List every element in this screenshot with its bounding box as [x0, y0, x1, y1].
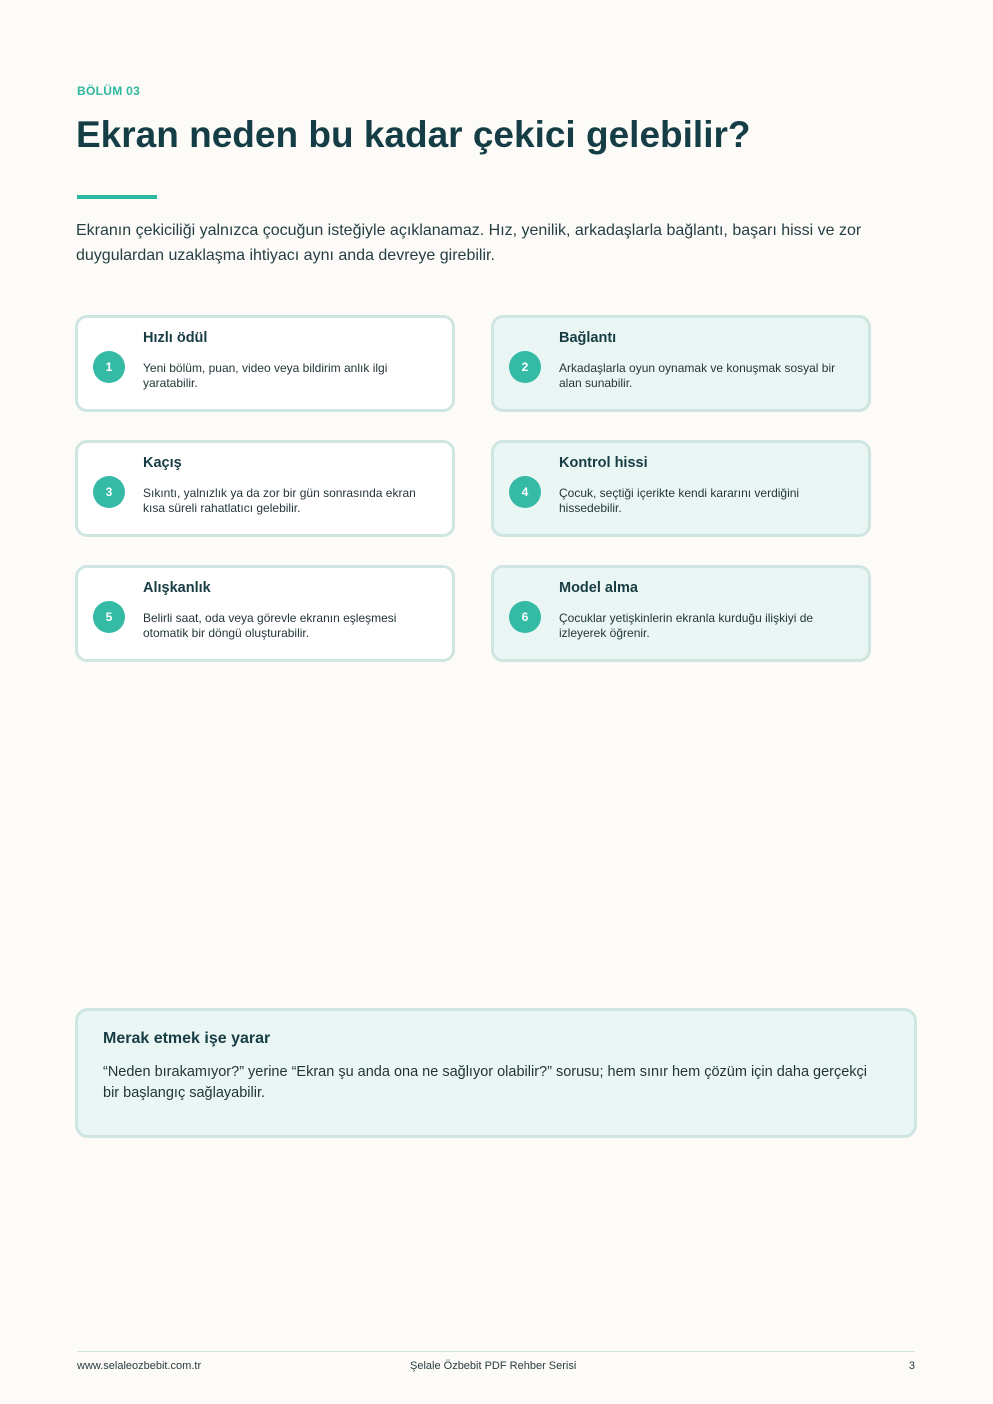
card-baglanti: [491, 315, 871, 412]
footer-series-title: Şelale Özbebit PDF Rehber Serisi: [410, 1360, 577, 1372]
card-title: Kaçış: [143, 455, 182, 471]
card-number-badge: 5: [93, 601, 125, 633]
card-title: Alışkanlık: [143, 580, 211, 596]
footer-page-number: 3: [908, 1360, 915, 1372]
card-number-badge: 3: [93, 476, 125, 508]
card-description: Arkadaşlarla oyun oynamak ve konuşmak sosyal bir alan sunabilir.: [559, 361, 836, 390]
section-label: BÖLÜM 03: [77, 84, 141, 98]
card-description: Çocuklar yetişkinlerin ekranla kurduğu ilişkiyi de izleyerek öğrenir.: [559, 611, 814, 640]
callout-box: [75, 1008, 917, 1138]
intro-paragraph: Ekranın çekiciliği yalnızca çocuğun isteğiyle açıklanamaz. Hız, yenilik, arkadaşlarla bağlantı, başarı hissi ve zor duygulardan uzaklaşma ihtiyacı aynı anda devreye girebilir.: [76, 222, 862, 264]
card-kontrol-hissi: [491, 440, 871, 537]
card-model-alma: [491, 565, 871, 662]
card-number-badge: 1: [93, 351, 125, 383]
title-accent-rule: [77, 195, 157, 199]
card-description: Yeni bölüm, puan, video veya bildirim anlık ilgi yaratabilir.: [143, 361, 388, 390]
footer-divider: [77, 1351, 915, 1352]
card-title: Hızlı ödül: [143, 330, 208, 346]
card-title: Kontrol hissi: [559, 455, 648, 471]
card-description: Sıkıntı, yalnızlık ya da zor bir gün sonrasında ekran kısa süreli rahatlatıcı gelebilir.: [143, 486, 416, 515]
card-number-badge: 2: [509, 351, 541, 383]
footer-website-link[interactable]: www.selaleozbebit.com.tr: [77, 1360, 202, 1372]
page-title: Ekran neden bu kadar çekici gelebilir?: [76, 114, 751, 155]
card-number-badge: 6: [509, 601, 541, 633]
card-number-badge: 4: [509, 476, 541, 508]
card-aliskanlik: [75, 565, 455, 662]
card-title: Model alma: [559, 580, 638, 596]
card-description: Çocuk, seçtiği içerikte kendi kararını verdiğini hissedebilir.: [559, 486, 800, 515]
card-hizli-odul: [75, 315, 455, 412]
callout-title: Merak etmek işe yarar: [103, 1030, 271, 1047]
card-title: Bağlantı: [559, 330, 617, 346]
card-kacis: [75, 440, 455, 537]
card-description: Belirli saat, oda veya görevle ekranın eşleşmesi otomatik bir döngü oluşturabilir.: [143, 611, 397, 640]
callout-text: “Neden bırakamıyor?” yerine “Ekran şu anda ona ne sağlıyor olabilir?” sorusu; hem sınır hem çözüm için daha gerçekçi bir başlangıç sağlayabilir.: [103, 1064, 868, 1101]
